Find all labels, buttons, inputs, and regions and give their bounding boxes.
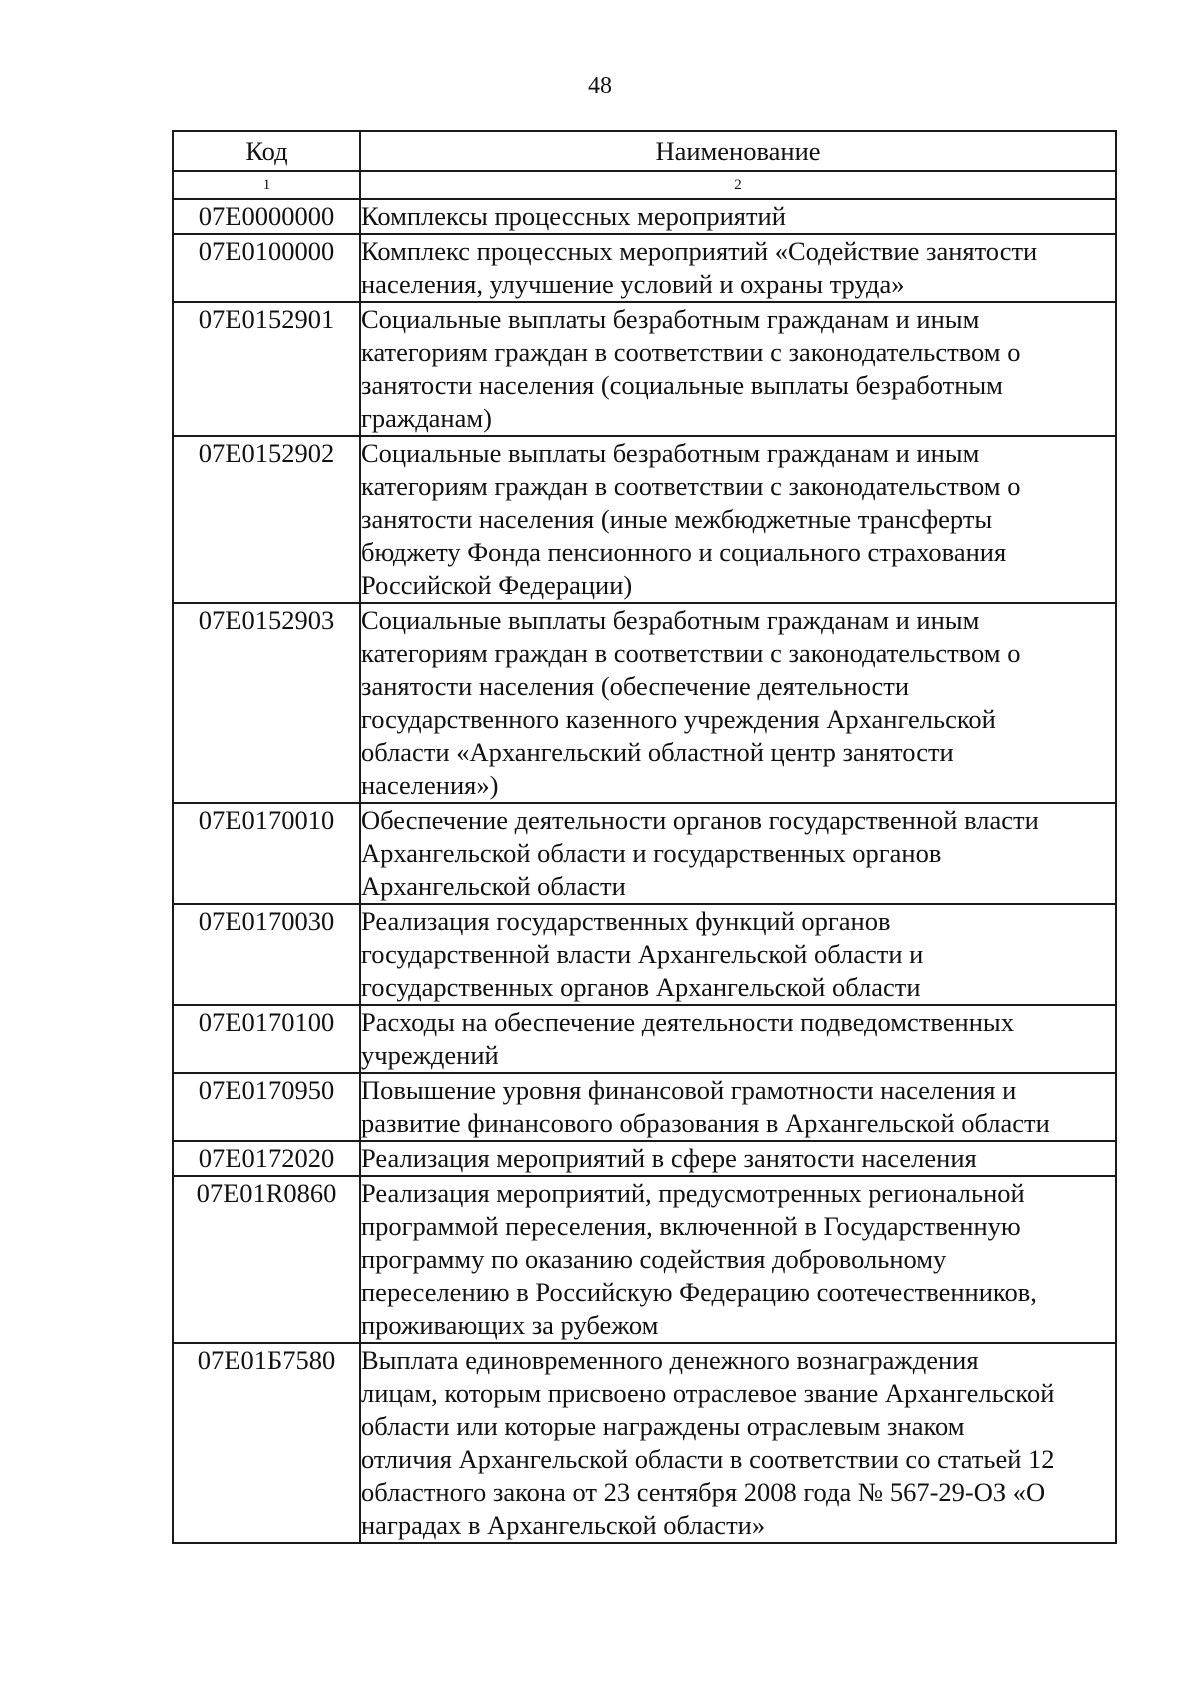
table-row <box>173 803 1116 904</box>
row-name-line: Расходы на обеспечение деятельности подведомственных <box>361 1007 1014 1037</box>
row-name-line: Выплата единовременного денежного вознаграждения <box>361 1345 979 1375</box>
row-name-line: занятости населения (социальные выплаты безработным <box>361 370 1003 400</box>
row-name-line: государственного казенного учреждения Архангельской <box>361 704 996 734</box>
row-name-line: области «Архангельский областной центр занятости <box>361 737 954 767</box>
table-row <box>173 199 1116 234</box>
row-name <box>360 803 1116 904</box>
column-header-name: Наименование <box>360 131 1116 171</box>
row-name <box>360 1005 1116 1073</box>
row-name-line: Социальные выплаты безработным гражданам и иным <box>361 304 980 334</box>
row-name <box>360 302 1116 436</box>
classification-table <box>172 130 1117 1544</box>
row-code: 07Е0152902 <box>173 436 360 603</box>
row-code: 07Е0152903 <box>173 603 360 803</box>
page-number: 48 <box>588 73 612 99</box>
row-name-line: лицам, которым присвоено отраслевое звание Архангельской <box>361 1378 1055 1408</box>
row-name-line: проживающих за рубежом <box>361 1310 659 1340</box>
row-code: 07Е0170010 <box>173 803 360 904</box>
row-name-line: Реализация мероприятий, предусмотренных региональной <box>361 1178 1025 1208</box>
row-name-line: категориям граждан в соответствии с законодательством о <box>361 471 1021 501</box>
table-row <box>173 1343 1116 1543</box>
column-number-row <box>173 171 1116 199</box>
table-row <box>173 904 1116 1005</box>
row-name-line: области или которые награждены отраслевым знаком <box>361 1411 965 1441</box>
row-name-line: гражданам) <box>361 403 492 433</box>
row-code: 07Е0170030 <box>173 904 360 1005</box>
row-name-line: Реализация мероприятий в сфере занятости населения <box>361 1143 977 1173</box>
table-row <box>173 603 1116 803</box>
row-name-line: программу по оказанию содействия добровольному <box>361 1244 947 1274</box>
column-number-name: 2 <box>360 171 1116 199</box>
column-number-code: 1 <box>173 171 360 199</box>
table-row <box>173 1176 1116 1343</box>
row-name-line: наградах в Архангельской области» <box>361 1510 766 1540</box>
row-name-line: Комплексы процессных мероприятий <box>361 201 786 231</box>
row-name <box>360 1073 1116 1141</box>
row-name <box>360 199 1116 234</box>
row-name-line: населения») <box>361 770 499 800</box>
row-name-line: Социальные выплаты безработным гражданам и иным <box>361 438 980 468</box>
row-name-line: категориям граждан в соответствии с законодательством о <box>361 638 1021 668</box>
row-name <box>360 436 1116 603</box>
table-row <box>173 234 1116 302</box>
row-name-line: учреждений <box>361 1040 499 1070</box>
row-code: 07Е0170100 <box>173 1005 360 1073</box>
row-code: 07Е0000000 <box>173 199 360 234</box>
row-name-line: развитие финансового образования в Архангельской области <box>361 1108 1050 1138</box>
row-name-line: Обеспечение деятельности органов государственной власти <box>361 805 1039 835</box>
row-code: 07Е0100000 <box>173 234 360 302</box>
row-code: 07Е0170950 <box>173 1073 360 1141</box>
row-name <box>360 904 1116 1005</box>
row-name-line: Реализация государственных функций органов <box>361 906 891 936</box>
row-name-line: категориям граждан в соответствии с законодательством о <box>361 337 1021 367</box>
row-name-line: отличия Архангельской области в соответствии со статьей 12 <box>361 1444 1055 1474</box>
row-name-line: Повышение уровня финансовой грамотности населения и <box>361 1075 1017 1105</box>
row-name-line: бюджету Фонда пенсионного и социального страхования <box>361 537 1007 567</box>
table-row <box>173 1141 1116 1176</box>
column-header-code: Код <box>173 131 360 171</box>
table-row <box>173 302 1116 436</box>
table-body <box>173 199 1116 1543</box>
row-name <box>360 1141 1116 1176</box>
row-name-line: занятости населения (обеспечение деятельности <box>361 671 910 701</box>
row-name-line: населения, улучшение условий и охраны труда» <box>361 269 905 299</box>
row-name-line: занятости населения (иные межбюджетные трансферты <box>361 504 993 534</box>
row-name <box>360 1176 1116 1343</box>
table-row <box>173 1073 1116 1141</box>
row-name-line: Архангельской области <box>361 871 626 901</box>
row-name-line: государственных органов Архангельской области <box>361 972 921 1002</box>
table-header-row <box>173 131 1116 171</box>
row-code: 07Е01Б7580 <box>173 1343 360 1543</box>
row-name <box>360 234 1116 302</box>
row-code: 07Е0172020 <box>173 1141 360 1176</box>
row-name-line: Российской Федерации) <box>361 570 633 600</box>
row-name-line: государственной власти Архангельской области и <box>361 939 924 969</box>
row-code: 07Е0152901 <box>173 302 360 436</box>
table-row <box>173 1005 1116 1073</box>
row-name-line: областного закона от 23 сентября 2008 года № 567-29-ОЗ «О <box>361 1477 1046 1507</box>
row-name <box>360 1343 1116 1543</box>
row-name-line: Социальные выплаты безработным гражданам и иным <box>361 605 980 635</box>
table-row <box>173 436 1116 603</box>
row-name-line: Комплекс процессных мероприятий «Содействие занятости <box>361 236 1038 266</box>
row-name-line: переселению в Российскую Федерацию соотечественников, <box>361 1277 1037 1307</box>
row-name-line: Архангельской области и государственных органов <box>361 838 942 868</box>
row-name <box>360 603 1116 803</box>
row-name-line: программой переселения, включенной в Государственную <box>361 1211 1021 1241</box>
row-code: 07Е01R0860 <box>173 1176 360 1343</box>
